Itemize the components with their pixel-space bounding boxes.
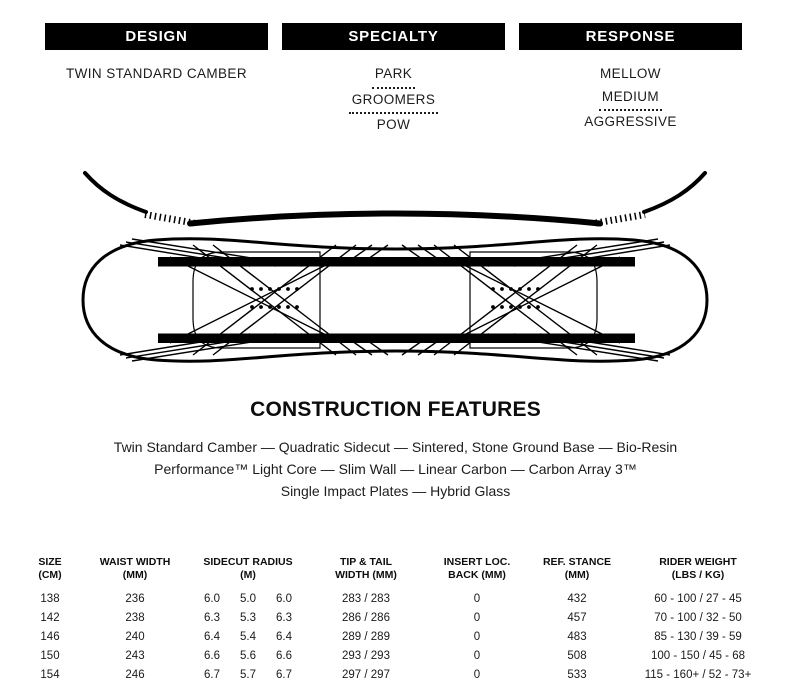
specialty-header-bar bbox=[282, 23, 505, 50]
tip-tail-width-cell: 297 / 297 bbox=[342, 668, 390, 681]
attributes-section bbox=[45, 23, 742, 137]
spec-row bbox=[24, 627, 766, 646]
header-line1: REF. STANCE bbox=[542, 556, 612, 568]
nose-tip-curve bbox=[85, 173, 146, 212]
tip-tail-width-cell: 283 / 283 bbox=[342, 592, 390, 605]
attribute-label: TWIN STANDARD CAMBER bbox=[65, 66, 247, 81]
attribute-label: POW bbox=[376, 117, 411, 132]
construction-features-title: CONSTRUCTION FEATURES bbox=[250, 398, 541, 421]
sidecut-radius-cell-3: 6.3 bbox=[276, 611, 292, 624]
spec-table-body bbox=[24, 589, 766, 684]
design-header-bar bbox=[45, 23, 268, 50]
rider-weight-cell: 100 - 150 / 45 - 68 bbox=[651, 649, 745, 662]
col-header-ref-stance bbox=[524, 556, 630, 589]
specialty-header-label: SPECIALTY bbox=[348, 28, 439, 45]
sidecut-radius-cell-3: 6.7 bbox=[276, 668, 292, 681]
tip-tail-width-cell: 286 / 286 bbox=[342, 611, 390, 624]
sidecut-radius-cell-1: 6.7 bbox=[204, 668, 220, 681]
header-line2: (LBS / KG) bbox=[671, 569, 725, 581]
col-header-insert-loc-back bbox=[430, 556, 524, 589]
attribute-label: MEDIUM bbox=[599, 86, 662, 112]
attribute-item bbox=[282, 89, 505, 115]
attribute-item bbox=[519, 86, 742, 112]
carbon-stringer-bottom bbox=[158, 334, 635, 344]
tail-tip-curve bbox=[644, 173, 705, 212]
header-line1: RIDER WEIGHT bbox=[659, 556, 737, 568]
response-attribute-list bbox=[519, 63, 742, 134]
waist-width-cell: 246 bbox=[125, 668, 145, 681]
attribute-column-specialty bbox=[282, 23, 505, 137]
construction-features-line: Twin Standard Camber — Quadratic Sidecut — Sintered, Stone Ground Base — Bio-Resin bbox=[113, 439, 678, 455]
response-header-label: RESPONSE bbox=[585, 28, 676, 45]
header-line1: TIP & TAIL bbox=[339, 556, 393, 568]
spec-row bbox=[24, 608, 766, 627]
ref-stance-cell: 508 bbox=[567, 649, 587, 662]
insert-loc-back-cell: 0 bbox=[473, 592, 481, 605]
ref-stance-cell: 432 bbox=[567, 592, 587, 605]
spec-row bbox=[24, 665, 766, 684]
insert-loc-back-cell: 0 bbox=[473, 668, 481, 681]
insert-loc-back-cell: 0 bbox=[473, 611, 481, 624]
sidecut-radius-cell-3: 6.6 bbox=[276, 649, 292, 662]
attribute-label: MELLOW bbox=[600, 66, 661, 81]
camber-profile-diagram bbox=[80, 166, 710, 232]
attribute-label: GROOMERS bbox=[349, 89, 438, 115]
ref-stance-cell: 457 bbox=[567, 611, 587, 624]
attribute-column-response bbox=[519, 23, 742, 137]
attribute-label: PARK bbox=[372, 63, 415, 89]
waist-width-cell: 243 bbox=[125, 649, 145, 662]
design-header-label: DESIGN bbox=[125, 28, 188, 45]
header-line1: SIDECUT RADIUS bbox=[203, 556, 293, 568]
ref-stance-cell: 533 bbox=[567, 668, 587, 681]
header-line2: (M) bbox=[240, 569, 256, 581]
sidecut-radius-cell-1: 6.6 bbox=[204, 649, 220, 662]
header-line2: BACK (MM) bbox=[448, 569, 506, 581]
attribute-item bbox=[519, 111, 742, 134]
tip-tail-width-cell: 293 / 293 bbox=[342, 649, 390, 662]
header-line2: (CM) bbox=[38, 569, 62, 581]
col-header-waist-width bbox=[76, 556, 194, 589]
rider-weight-cell: 115 - 160+ / 52 - 73+ bbox=[644, 668, 752, 681]
header-line1: WAIST WIDTH bbox=[99, 556, 171, 568]
sidecut-radius-cell-1: 6.0 bbox=[204, 592, 220, 605]
attribute-item bbox=[282, 114, 505, 137]
header-line1: INSERT LOC. bbox=[443, 556, 511, 568]
size-cell: 138 bbox=[40, 592, 60, 605]
attribute-item bbox=[519, 63, 742, 86]
col-header-rider-weight bbox=[630, 556, 766, 589]
specialty-attribute-list bbox=[282, 63, 505, 137]
col-header-size bbox=[24, 556, 76, 589]
construction-features-section bbox=[0, 398, 791, 502]
rider-weight-cell: 85 - 130 / 39 - 59 bbox=[654, 630, 742, 643]
rider-weight-cell: 60 - 100 / 27 - 45 bbox=[654, 592, 742, 605]
tail-hatch-zone bbox=[596, 215, 645, 224]
tip-tail-width-cell: 289 / 289 bbox=[342, 630, 390, 643]
insert-loc-back-cell: 0 bbox=[473, 630, 481, 643]
sidecut-radius-cell-2: 5.7 bbox=[240, 668, 256, 681]
nose-hatch-zone bbox=[145, 215, 194, 224]
sidecut-radius-cell-2: 5.4 bbox=[240, 630, 256, 643]
response-header-bar bbox=[519, 23, 742, 50]
sidecut-radius-cell-1: 6.4 bbox=[204, 630, 220, 643]
col-header-sidecut-radius bbox=[194, 556, 302, 589]
header-line2: (MM) bbox=[122, 569, 148, 581]
size-cell: 150 bbox=[40, 649, 60, 662]
size-cell: 154 bbox=[40, 668, 60, 681]
waist-width-cell: 238 bbox=[125, 611, 145, 624]
design-attribute-list bbox=[45, 63, 268, 86]
sidecut-radius-cell-3: 6.4 bbox=[276, 630, 292, 643]
spec-row bbox=[24, 646, 766, 665]
attribute-column-design bbox=[45, 23, 268, 137]
camber-arch bbox=[190, 214, 600, 224]
sidecut-radius-cell-2: 5.6 bbox=[240, 649, 256, 662]
waist-width-cell: 236 bbox=[125, 592, 145, 605]
construction-features-line: Performance™ Light Core — Slim Wall — Linear Carbon — Carbon Array 3™ bbox=[154, 461, 637, 477]
header-line1: SIZE bbox=[38, 556, 62, 568]
size-spec-table bbox=[24, 556, 766, 684]
construction-features-line: Single Impact Plates — Hybrid Glass bbox=[280, 483, 511, 499]
attribute-item bbox=[282, 63, 505, 89]
board-top-view-diagram bbox=[80, 233, 710, 373]
waist-width-cell: 240 bbox=[125, 630, 145, 643]
header-line2: WIDTH (MM) bbox=[335, 569, 397, 581]
spec-row bbox=[24, 589, 766, 608]
size-cell: 142 bbox=[40, 611, 60, 624]
insert-loc-back-cell: 0 bbox=[473, 649, 481, 662]
sidecut-radius-cell-2: 5.0 bbox=[240, 592, 256, 605]
attribute-label: AGGRESSIVE bbox=[584, 114, 677, 129]
ref-stance-cell: 483 bbox=[567, 630, 587, 643]
size-cell: 146 bbox=[40, 630, 60, 643]
attribute-item bbox=[45, 63, 268, 86]
spec-header-row bbox=[24, 556, 766, 589]
sidecut-radius-cell-2: 5.3 bbox=[240, 611, 256, 624]
carbon-stringer-top bbox=[158, 257, 635, 267]
sidecut-radius-cell-1: 6.3 bbox=[204, 611, 220, 624]
header-line2: (MM) bbox=[564, 569, 590, 581]
sidecut-radius-cell-3: 6.0 bbox=[276, 592, 292, 605]
col-header-tip-tail-width bbox=[302, 556, 430, 589]
rider-weight-cell: 70 - 100 / 32 - 50 bbox=[654, 611, 742, 624]
